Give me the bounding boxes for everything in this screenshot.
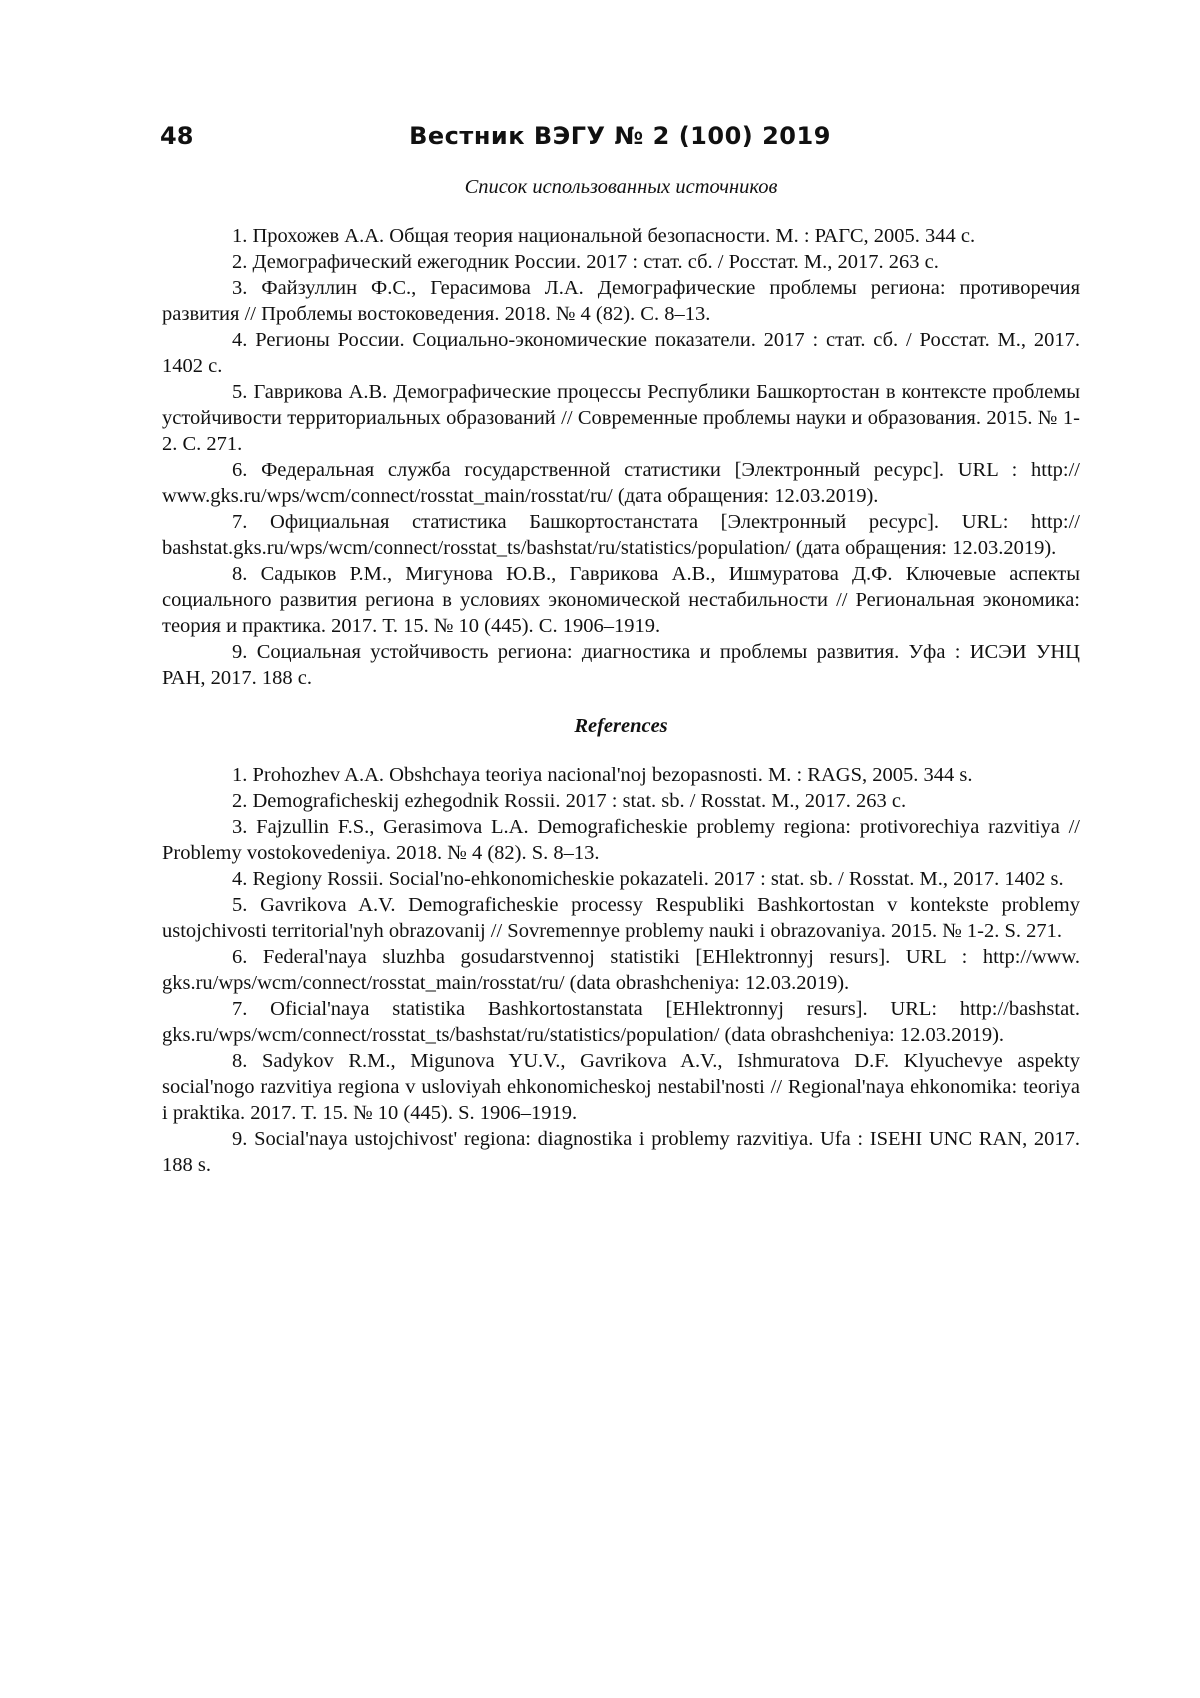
list-item <box>162 944 1080 996</box>
item-number: 4. <box>232 868 248 890</box>
item-number: 7. <box>232 511 248 533</box>
list-item <box>162 457 1080 509</box>
item-text: Социальная устойчивость региона: диагностика и проблемы развития. Уфа : ИСЭИ УНЦ РАН, 2017. 188 с. <box>162 641 1080 689</box>
item-number: 1. <box>232 764 248 786</box>
references-list <box>162 762 1080 1178</box>
list-item <box>162 639 1080 691</box>
sources-heading: Список использованных источников <box>464 176 778 198</box>
item-number: 6. <box>232 459 248 481</box>
item-text: Гаврикова А.В. Демографические процессы Республики Башкортостан в контексте проблемы устойчивости территориальных образований // Современные проблемы науки и образования. 2015. № 1-2. С. 271. <box>162 381 1080 455</box>
item-number: 3. <box>232 816 248 838</box>
item-number: 5. <box>232 381 248 403</box>
list-item <box>162 762 1080 788</box>
list-item <box>162 379 1080 457</box>
item-number: 9. <box>232 641 248 663</box>
item-text: Официальная статистика Башкортостанстата [Электронный ресурс]. URL: http:// bashstat.gks.ru/wps/wcm/connect/rosstat_ts/bashstat/ru/statistics/population/ (дата обращения: 12.03.2019). <box>162 511 1081 559</box>
list-item <box>162 892 1080 944</box>
item-number: 8. <box>232 563 248 585</box>
item-text: Prohozhev A.A. Obshchaya teoriya nacional'noj bezopasnosti. M. : RAGS, 2005. 344 s. <box>252 764 973 786</box>
running-head <box>160 118 1080 154</box>
list-item <box>162 561 1080 639</box>
item-text: Прохожев А.А. Общая теория национальной безопасности. М. : РАГС, 2005. 344 с. <box>252 225 976 247</box>
item-number: 9. <box>232 1128 248 1150</box>
item-text: Gavrikova A.V. Demograficheskie processy Respubliki Bashkortostan v kontekste problemy ustojchivosti territorial'nyh obrazovanij // Sovremennye problemy nauki i obrazovaniya. 2015. № 1-2. S. 271. <box>162 894 1081 942</box>
list-item <box>162 509 1080 561</box>
item-text: Federal'naya sluzhba gosudarstvennoj statistiki [EHlektronnyj resurs]. URL : http://www. gks.ru/wps/wcm/connect/rosstat_main/rosstat/ru/ (data obrashcheniya: 12.03.2019). <box>162 946 1081 994</box>
item-text: Демографический ежегодник России. 2017 : стат. сб. / Росстат. М., 2017. 263 с. <box>252 251 939 273</box>
item-number: 5. <box>232 894 248 916</box>
list-item <box>162 1048 1080 1126</box>
item-number: 2. <box>232 790 248 812</box>
item-number: 4. <box>232 329 248 351</box>
item-text: Sadykov R.M., Migunova YU.V., Gavrikova A.V., Ishmuratova D.F. Klyuchevye aspekty social'nogo razvitiya regiona v usloviyah ehkonomicheskoj nestabil'nosti // Regional'naya ehkonomika: teoriya i praktika. 2017. T. 15. № 10 (445). S. 1906–1919. <box>162 1050 1080 1124</box>
journal-title: Вестник ВЭГУ № 2 (100) 2019 <box>409 122 831 150</box>
item-number: 1. <box>232 225 248 247</box>
list-item <box>162 788 1080 814</box>
item-text: Садыков Р.М., Мигунова Ю.В., Гаврикова А.В., Ишмуратова Д.Ф. Ключевые аспекты социального развития региона в условиях экономической нестабильности // Региональная экономика: теория и практика. 2017. Т. 15. № 10 (445). С. 1906–1919. <box>162 563 1080 637</box>
list-item <box>162 814 1080 866</box>
item-number: 3. <box>232 277 248 299</box>
item-text: Regiony Rossii. Social'no-ehkonomicheskie pokazateli. 2017 : stat. sb. / Rosstat. M., 2017. 1402 s. <box>252 868 1064 890</box>
list-item <box>162 996 1080 1048</box>
item-text: Регионы России. Социально-экономические показатели. 2017 : стат. сб. / Росстат. М., 2017. 1402 с. <box>162 329 1080 377</box>
list-item <box>162 866 1080 892</box>
item-text: Oficial'naya statistika Bashkortostanstata [EHlektronnyj resurs]. URL: http://bashstat. gks.ru/wps/wcm/connect/rosstat_ts/bashstat/ru/statistics/population/ (data obrashcheniya: 12.03.2019). <box>162 998 1081 1046</box>
item-number: 7. <box>232 998 248 1020</box>
item-text: Fajzullin F.S., Gerasimova L.A. Demograficheskie problemy regiona: protivorechiya razvitiya // Problemy vostokovedeniya. 2018. № 4 (82). S. 8–13. <box>162 816 1080 864</box>
item-number: 8. <box>232 1050 248 1072</box>
item-text: Social'naya ustojchivost' regiona: diagnostika i problemy razvitiya. Ufa : ISEHI UNC RAN, 2017. 188 s. <box>162 1128 1081 1176</box>
bibliography-content <box>162 174 1080 1178</box>
item-text: Федеральная служба государственной статистики [Электронный ресурс]. URL : http:// www.gks.ru/wps/wcm/connect/rosstat_main/rosstat/ru/ (дата обращения: 12.03.2019). <box>162 459 1081 507</box>
references-heading: References <box>574 715 668 737</box>
item-number: 6. <box>232 946 248 968</box>
item-text: Файзуллин Ф.С., Герасимова Л.А. Демографические проблемы региона: противоречия развития // Проблемы востоковедения. 2018. № 4 (82). С. 8–13. <box>162 277 1081 325</box>
page-number: 48 <box>160 122 194 150</box>
sources-list <box>162 223 1080 691</box>
list-item <box>162 327 1080 379</box>
list-item <box>162 275 1080 327</box>
item-number: 2. <box>232 251 248 273</box>
list-item <box>162 1126 1080 1178</box>
list-item <box>162 249 1080 275</box>
item-text: Demograficheskij ezhegodnik Rossii. 2017 : stat. sb. / Rosstat. M., 2017. 263 c. <box>252 790 907 812</box>
list-item <box>162 223 1080 249</box>
